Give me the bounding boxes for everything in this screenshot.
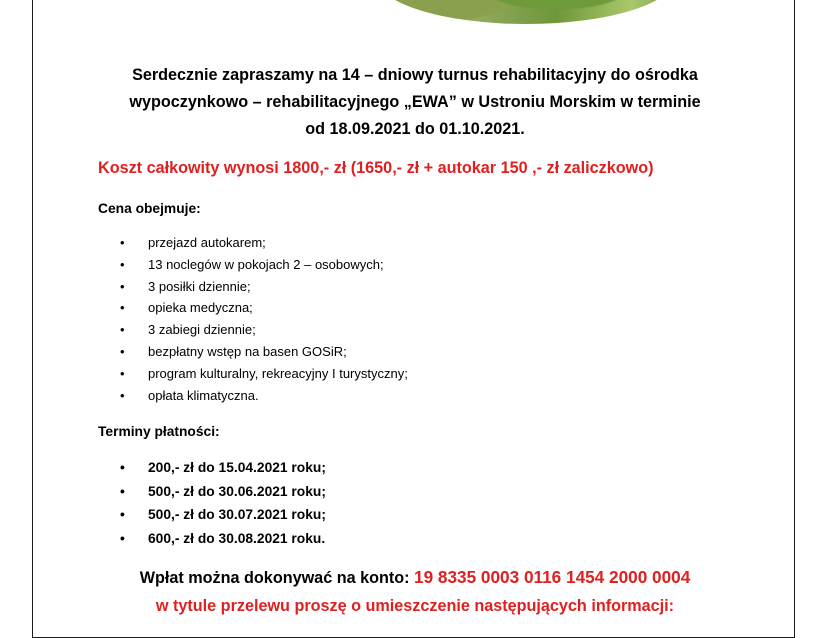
- list-item: • opłata klimatyczna.: [120, 385, 408, 407]
- intro-line-3: od 18.09.2021 do 01.10.2021.: [305, 120, 525, 138]
- bullet-icon: •: [120, 278, 125, 294]
- list-item: • przejazd autokarem;: [120, 232, 408, 254]
- intro-line-2: wypoczynkowo – rehabilitacyjnego „EWA” w Ustroniu Morskim w terminie: [129, 93, 701, 111]
- list-item: • 600,- zł do 30.08.2021 roku.: [120, 527, 326, 551]
- bullet-icon: •: [120, 530, 125, 546]
- list-item: • 13 noclegów w pokojach 2 – osobowych;: [120, 254, 408, 276]
- bullet-icon: •: [120, 256, 125, 272]
- intro-line-1: Serdecznie zapraszamy na 14 – dniowy turnus rehabilitacyjny do ośrodka: [132, 66, 698, 84]
- account-number: 19 8335 0003 0116 1454 2000 0004: [414, 567, 691, 587]
- bullet-icon: •: [120, 507, 125, 522]
- intro-paragraph: [60, 62, 770, 143]
- account-line: [60, 567, 770, 588]
- list-item: • opieka medyczna;: [120, 297, 408, 319]
- includes-heading: Cena obejmuje:: [98, 201, 201, 216]
- payments-heading: Terminy płatności:: [98, 424, 220, 439]
- bullet-icon: •: [120, 483, 125, 499]
- list-item: • 200,- zł do 15.04.2021 roku;: [120, 456, 326, 480]
- bullet-icon: •: [120, 387, 125, 403]
- list-item: • 3 posiłki dziennie;: [120, 276, 408, 298]
- payments-list: [120, 456, 326, 550]
- includes-list: [120, 232, 408, 406]
- list-item: • program kulturalny, rekreacyjny I turystyczny;: [120, 363, 408, 385]
- bullet-icon: •: [120, 460, 125, 475]
- bullet-icon: •: [120, 300, 125, 316]
- bullet-icon: •: [120, 322, 125, 338]
- transfer-note: w tytule przelewu proszę o umieszczenie następujących informacji:: [155, 597, 675, 615]
- list-item: • 3 zabiegi dziennie;: [120, 319, 408, 341]
- bullet-icon: •: [120, 365, 125, 381]
- list-item: • bezpłatny wstęp na basen GOSiR;: [120, 341, 408, 363]
- list-item: • 500,- zł do 30.06.2021 roku;: [120, 480, 326, 504]
- list-item: • 500,- zł do 30.07.2021 roku;: [120, 503, 326, 527]
- bullet-icon: •: [120, 235, 125, 250]
- total-cost: Koszt całkowity wynosi 1800,- zł (1650,- zł + autokar 150 ,- zł zaliczkowo): [98, 159, 654, 177]
- account-label: Wpłat można dokonywać na konto:: [139, 569, 410, 587]
- bullet-icon: •: [120, 343, 125, 359]
